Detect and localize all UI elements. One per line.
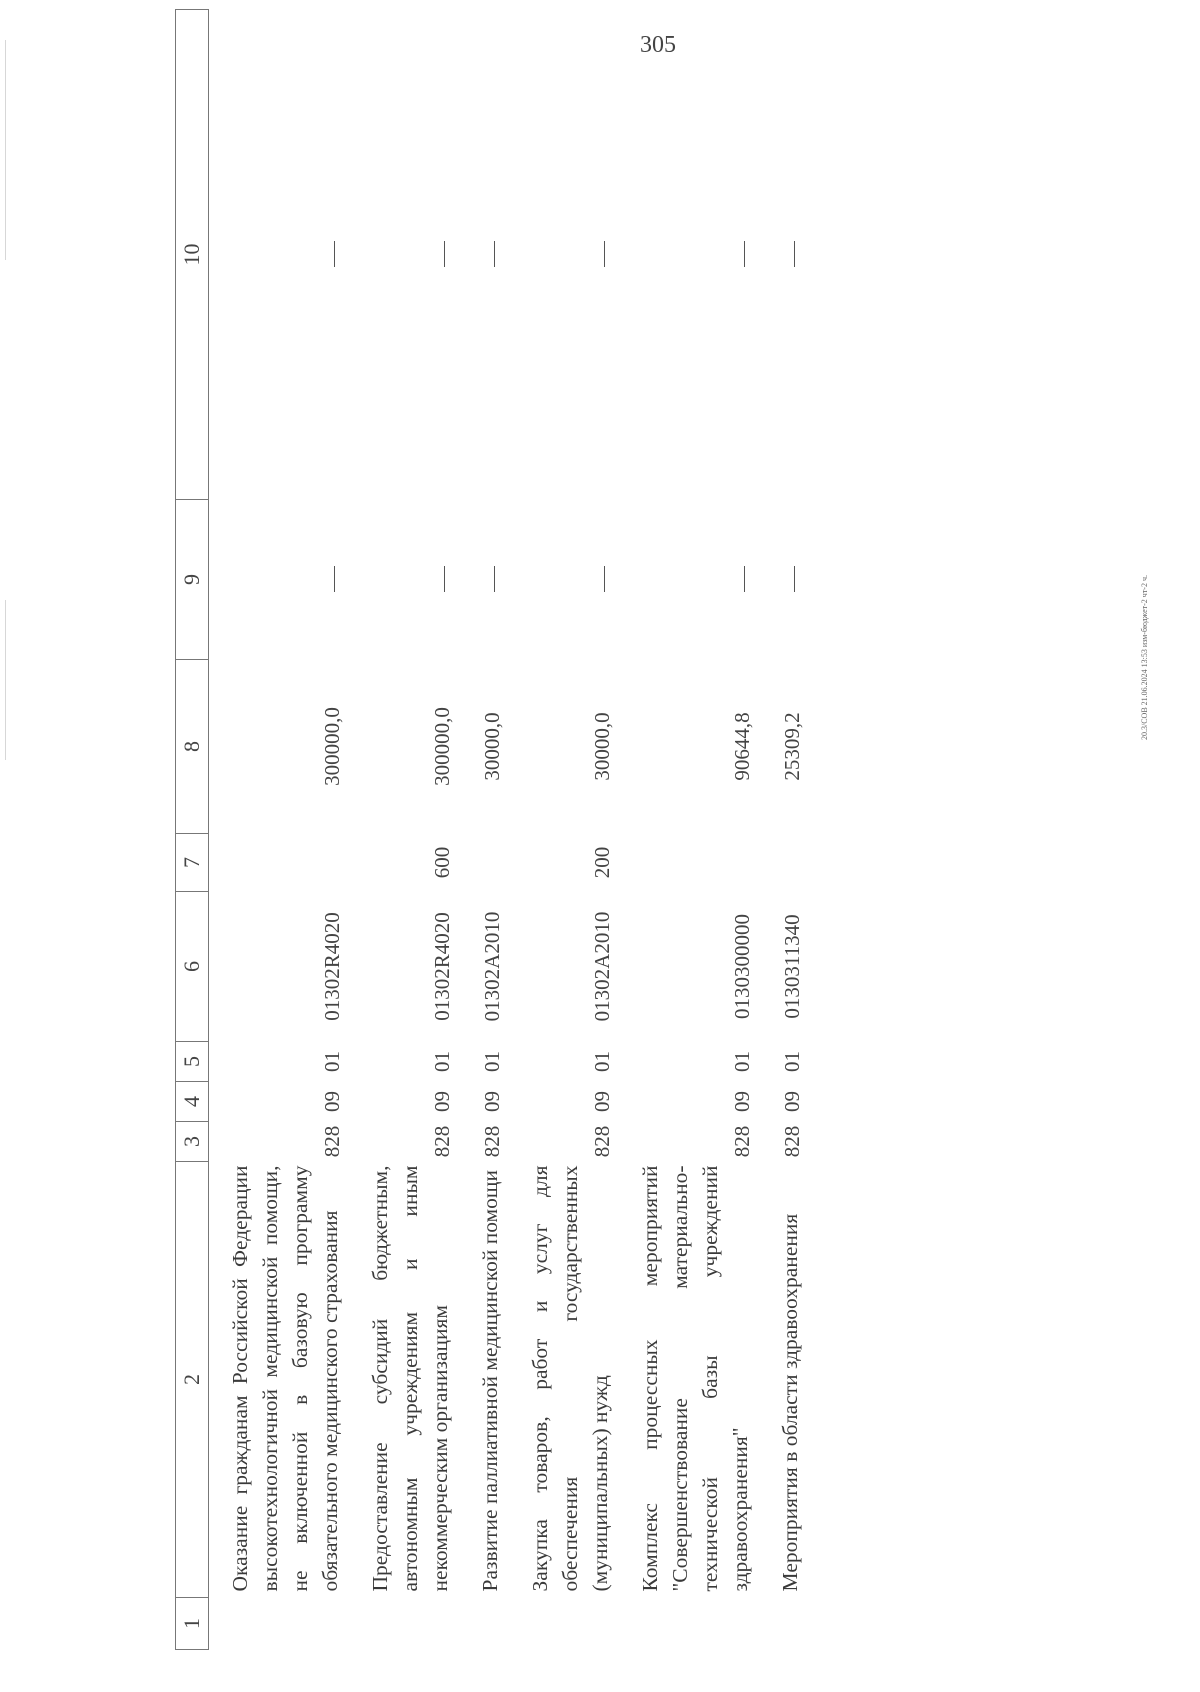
cell-sum9 — [209, 500, 350, 660]
cell-rz: 09 — [590, 1091, 614, 1112]
cell-gl: 828 — [780, 1125, 804, 1158]
document-footer-code: 20.3/СОВ 21.06.2024 13:53 изм-бюджет-2 чт-2 ч. — [1140, 575, 1149, 740]
cell-rz: 09 — [320, 1091, 344, 1112]
cell-pr: 01 — [320, 1051, 344, 1072]
page-number: 305 — [640, 32, 676, 58]
row-name: Предоставление субсидий бюджетным, автономным учреждениям и иным некоммерческим организациям — [368, 1165, 452, 1592]
cell-rz: 09 — [730, 1091, 754, 1112]
rotated-table-stage — [175, 10, 1165, 1650]
cell-sum9 — [509, 500, 619, 660]
cell-sum10 — [619, 10, 759, 500]
column-header: 8 — [176, 660, 209, 834]
cell-pr: 01 — [730, 1051, 754, 1072]
cell-pr: 01 — [780, 1051, 804, 1072]
cell-vr — [459, 834, 509, 892]
cell-sum9 — [759, 500, 809, 660]
table-row — [209, 10, 350, 1650]
cell-sum9 — [619, 500, 759, 660]
column-header: 3 — [176, 1122, 209, 1162]
cell-sum8: 25309,2 — [780, 712, 804, 781]
cell-vr — [759, 834, 809, 892]
cell-sum8: 30000,0 — [590, 712, 614, 781]
cell-sum10 — [459, 10, 509, 500]
cell-sum10 — [509, 10, 619, 500]
table-row — [619, 10, 759, 1650]
cell-gl: 828 — [320, 1125, 344, 1158]
cell-vr: 600 — [430, 846, 454, 879]
column-header: 1 — [176, 1598, 209, 1650]
cell-vr — [619, 834, 759, 892]
cell-csr: 01302R4020 — [320, 912, 344, 1021]
table-row — [509, 10, 619, 1650]
column-header: 10 — [176, 10, 209, 500]
column-header: 6 — [176, 892, 209, 1042]
cell-gl: 828 — [730, 1125, 754, 1158]
cell-vr: 200 — [590, 846, 614, 879]
cell-sum8: 300000,0 — [430, 707, 454, 786]
table-row — [759, 10, 809, 1650]
cell-sum9 — [349, 500, 459, 660]
cell-sum10 — [349, 10, 459, 500]
column-header: 9 — [176, 500, 209, 660]
cell-pr: 01 — [590, 1051, 614, 1072]
table-row — [349, 10, 459, 1650]
cell-csr: 01302A2010 — [480, 911, 504, 1022]
row-name: Комплекс процессных мероприятий "Совершенствование материально-технической базы учреждений здравоохранения" — [638, 1165, 752, 1592]
column-header: 2 — [176, 1162, 209, 1598]
cell-rz: 09 — [780, 1091, 804, 1112]
cell-csr: 01302R4020 — [430, 912, 454, 1021]
column-header: 7 — [176, 834, 209, 892]
cell-csr: 0130300000 — [730, 914, 754, 1019]
scan-edge-mark — [5, 600, 6, 760]
cell-sum8: 300000,0 — [320, 707, 344, 786]
scan-edge-mark — [5, 40, 6, 260]
cell-sum10 — [209, 10, 350, 500]
cell-csr: 01302A2010 — [590, 911, 614, 1022]
cell-rz: 09 — [480, 1091, 504, 1112]
cell-csr: 0130311340 — [780, 914, 804, 1019]
row-name: Закупка товаров, работ и услуг для обеспечения государственных (муниципальных) нужд — [528, 1165, 612, 1592]
cell-gl: 828 — [480, 1125, 504, 1158]
table-header-row — [176, 10, 209, 1650]
row-name: Развитие паллиативной медицинской помощи — [478, 1170, 502, 1592]
cell-gl: 828 — [590, 1125, 614, 1158]
cell-vr — [209, 834, 350, 892]
cell-pr: 01 — [480, 1051, 504, 1072]
cell-pr: 01 — [430, 1051, 454, 1072]
budget-table — [175, 9, 809, 1650]
cell-sum8: 30000,0 — [480, 712, 504, 781]
column-header: 4 — [176, 1082, 209, 1122]
cell-sum8: 90644,8 — [730, 712, 754, 781]
cell-gl: 828 — [430, 1125, 454, 1158]
cell-sum10 — [759, 10, 809, 500]
row-name: Мероприятия в области здравоохранения — [778, 1213, 802, 1592]
column-header: 5 — [176, 1042, 209, 1082]
table-row — [459, 10, 509, 1650]
cell-rz: 09 — [430, 1091, 454, 1112]
cell-sum9 — [459, 500, 509, 660]
row-name: Оказание гражданам Российской Федерации высокотехнологичной медицинской помощи, не включенной в базовую программу обязательного медицинского страхования — [228, 1165, 342, 1592]
